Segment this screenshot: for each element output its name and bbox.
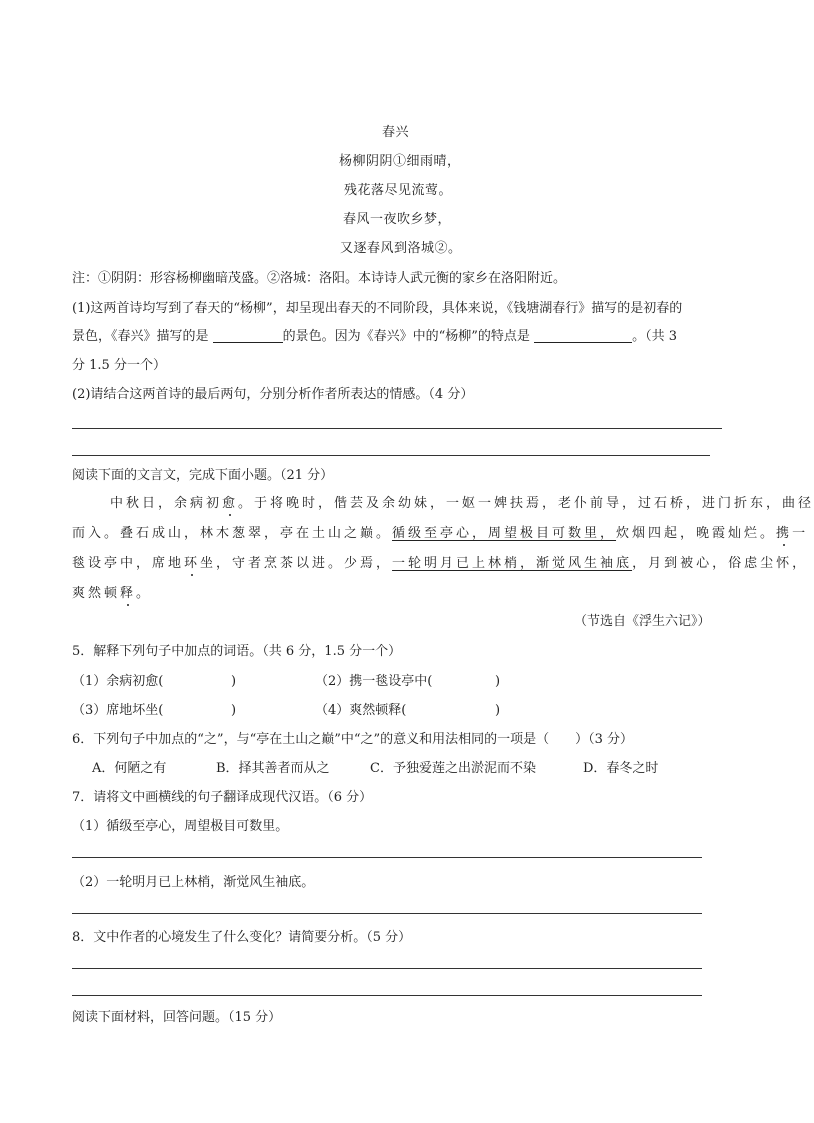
poem-line-3: 春风一夜吹乡梦，: [343, 212, 452, 227]
passage-text: 。于将晚时，偕芸及余幼妹，一妪一婢扶焉，老仆前导，过石桥，进门折东，曲径: [238, 496, 814, 511]
passage-text: 。: [136, 586, 153, 601]
answer-blank-1[interactable]: [213, 330, 283, 343]
poem-line-2: 残花落尽见流莺。: [344, 183, 453, 198]
question-1-line-1: (1)这两首诗均写到了春天的“杨柳”，却呈现出春天的不同阶段，具体来说，《钱塘湖春行》描写的是初春的: [72, 301, 683, 316]
dotted-word: 愈: [222, 496, 239, 511]
question-7-sentence-1: （1）循级至亭心，周望极目可数里。: [72, 819, 289, 834]
answer-line[interactable]: [72, 455, 710, 456]
question-1-text-a: 景色，《春兴》描写的是: [72, 329, 213, 344]
passage-text: 炊烟四起，晚霞灿烂。: [616, 526, 777, 541]
question-5-item-2-close: ): [495, 674, 501, 689]
question-1-line-2: [72, 330, 677, 343]
option-b[interactable]: B．择其善者而从之: [216, 761, 330, 776]
question-1-text-c: 。（共 3: [632, 329, 677, 344]
question-1-text-b: 的景色。因为《春兴》中的“杨柳”的特点是: [282, 329, 535, 344]
passage-line-3: [72, 557, 808, 570]
passage-text: ，月到被心，俗虑尘怀，: [632, 556, 809, 571]
poem-line-1: 杨柳阴阴①细雨晴，: [339, 154, 461, 169]
passage-line-1: [110, 497, 814, 510]
answer-blank-2[interactable]: [534, 330, 632, 343]
option-d[interactable]: D．春冬之时: [583, 761, 659, 776]
question-5-item-4: （4）爽然顿释(: [315, 703, 407, 718]
question-2: (2)请结合这两首诗的最后两句，分别分析作者所表达的情感。（4 分）: [72, 387, 474, 402]
question-5-item-2: （2）携一毯设亭中(: [315, 674, 433, 689]
question-5-item-1: （1）余病初愈(: [72, 674, 164, 689]
next-section-intro: 阅读下面材料，回答问题。（15 分）: [72, 1010, 282, 1025]
answer-line[interactable]: [72, 995, 702, 996]
question-5-item-3: （3）席地坏坐(: [72, 703, 164, 718]
dotted-word: 携: [776, 526, 793, 541]
passage-line-4: [72, 587, 152, 600]
answer-line[interactable]: [72, 913, 702, 914]
question-5-stem: 5．解释下列句子中加点的词语。（共 6 分，1.5 分一个）: [72, 644, 402, 659]
poem-note: 注：①阴阴：形容杨柳幽暗茂盛。②洛城：洛阳。本诗诗人武元衡的家乡在洛阳附近。: [72, 271, 567, 286]
question-7-stem: 7．请将文中画横线的句子翻译成现代汉语。（6 分）: [72, 790, 373, 805]
passage-text: 中秋日，余病初: [110, 496, 223, 511]
passage-text: 毯设亭中，席地: [72, 556, 185, 571]
option-a[interactable]: A．何陋之有: [92, 761, 167, 776]
underlined-sentence-1: 循级至亭心，周望极目可数里，: [392, 526, 617, 541]
answer-line[interactable]: [72, 857, 702, 858]
question-5-item-4-close: ): [495, 703, 501, 718]
passage-text: 爽然顿: [72, 586, 121, 601]
question-6-stem: 6．下列句子中加点的“之”，与“亭在土山之巅”中“之”的意义和用法相同的一项是（ ）（3 分）: [72, 732, 634, 747]
passage-line-2: [72, 527, 808, 540]
passage-source: （节选自《浮生六记》）: [574, 614, 711, 629]
passage-text: 而入。叠石成山，林木葱翠，亭在土山之巅。: [72, 526, 393, 541]
passage-text: 坐，守者烹茶以进。少焉，: [200, 556, 393, 571]
question-7-sentence-2: （2）一轮明月已上林梢，渐觉风生袖底。: [72, 875, 315, 890]
dotted-word: 释: [120, 586, 137, 601]
underlined-sentence-2: 一轮明月已上林梢，渐觉风生袖底: [392, 556, 633, 571]
answer-line[interactable]: [72, 968, 702, 969]
question-8: 8．文中作者的心境发生了什么变化？请简要分析。（5 分）: [72, 930, 412, 945]
passage-text: 一: [792, 526, 809, 541]
answer-line[interactable]: [72, 428, 722, 429]
option-c[interactable]: C．予独爱莲之出淤泥而不染: [370, 761, 536, 776]
question-1-line-3: 分 1.5 分一个）: [72, 358, 166, 373]
question-5-item-3-close: ): [231, 703, 237, 718]
dotted-word: 环: [184, 556, 201, 571]
poem-title: 春兴: [382, 125, 410, 140]
question-5-item-1-close: ): [231, 674, 237, 689]
poem-line-4: 又逐春风到洛城②。: [340, 241, 462, 256]
classical-intro: 阅读下面的文言文，完成下面小题。（21 分）: [72, 468, 334, 483]
